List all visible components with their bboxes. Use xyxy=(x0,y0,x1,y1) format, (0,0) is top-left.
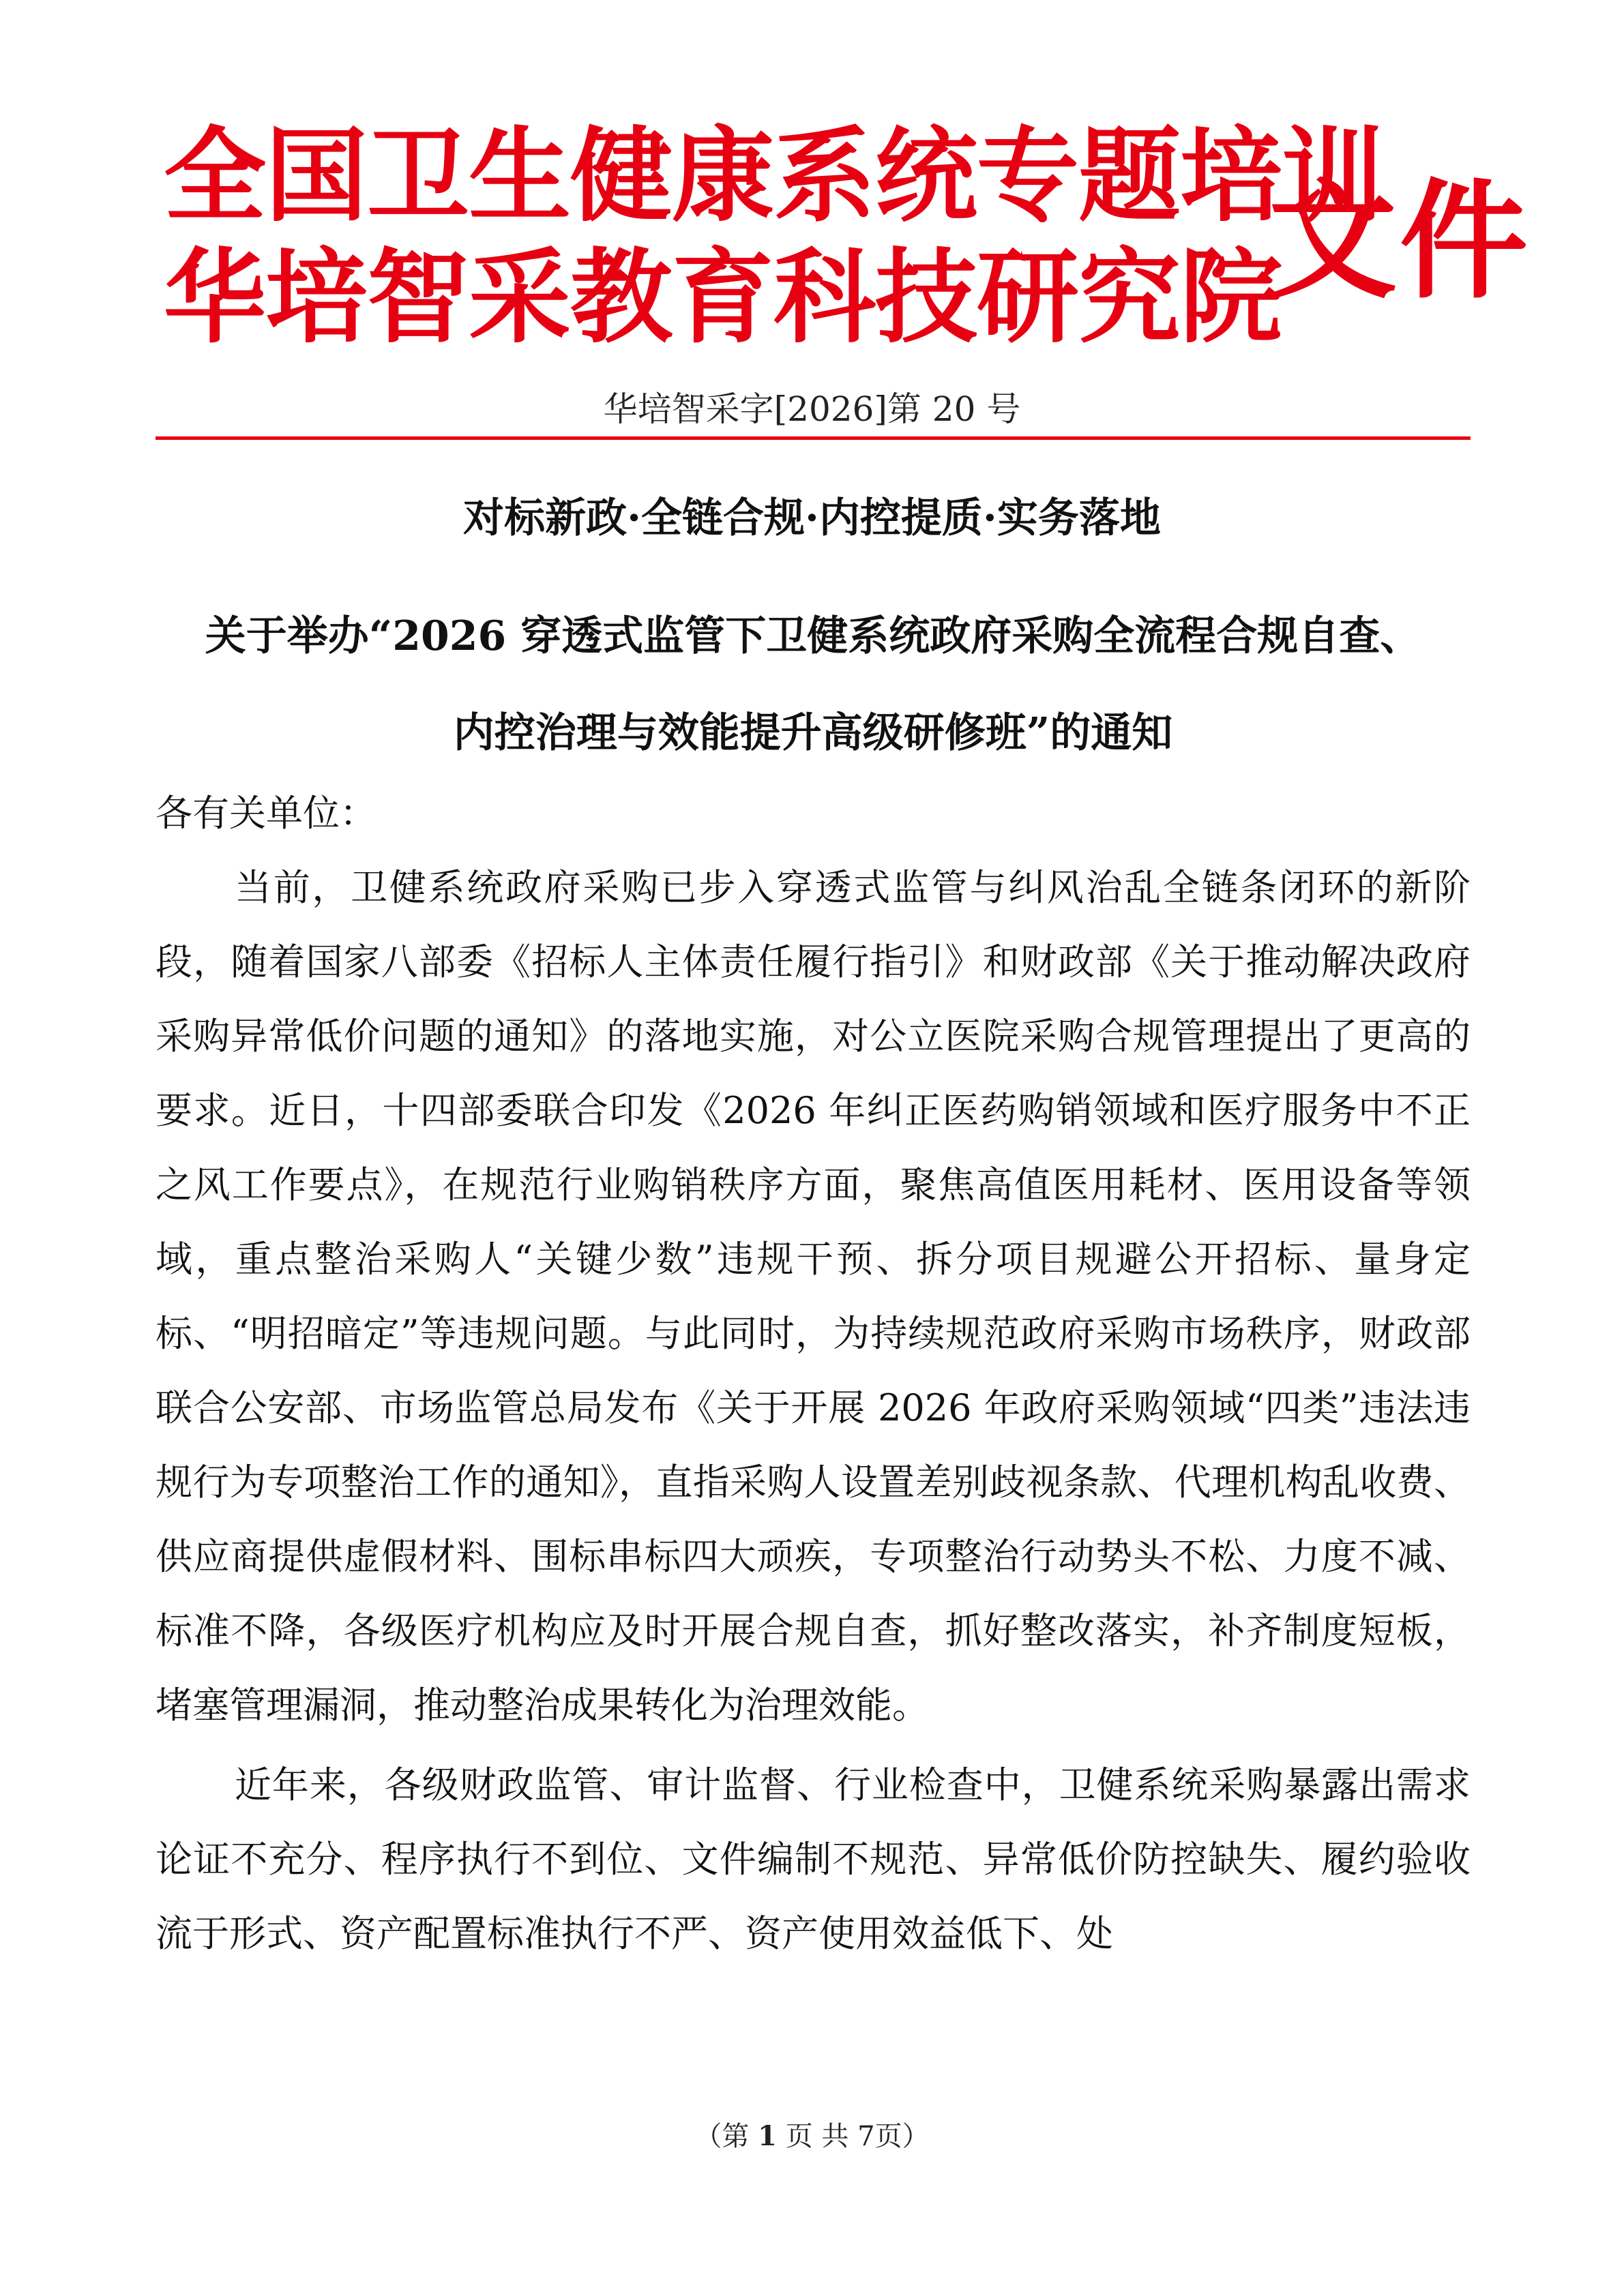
header-divider xyxy=(156,436,1471,440)
document-label: 文件 xyxy=(1269,167,1531,316)
slogan: 对标新政·全链合规·内控提质·实务落地 xyxy=(463,494,1161,542)
org-name-2: 华培智采教育科技研究院 xyxy=(164,239,1282,357)
body-paragraph-1: 当前，卫健系统政府采购已步入穿透式监管与纠风治乱全链条闭环的新阶段，随着国家八部委《招标人主体责任履行指引》和财政部《关于推动解决政府采购异常低价问题的通知》的落地实施，对公立医院采购合规管理提出了更高的要求。近日，十四部委联合印发《2026 年纠正医药购销领域和医疗服务中不正之风工作要点》，在规范行业购销秩序方面，聚焦高值医用耗材、医用设备等领域，重点整治采购人“关键少数”违规干预、拆分项目规避公开招标、量身定标、“明招暗定”等违规问题。与此同时，为持续规范政府采购市场秩序，财政部联合公安部、市场监管总局发布《关于开展 2026 年政府采购领域“四类”违法违规行为专项整治工作的通知》，直指采购人设置差别歧视条款、代理机构乱收费、供应商提供虚假材料、围标串标四大顽疾，专项整治行动势头不松、力度不减、标准不降，各级医疗机构应及时开展合规自查，抓好整改落实，补齐制度短板，堵塞管理漏洞，推动整治成果转化为治理效能。 xyxy=(156,866,1471,1727)
footer-middle: 页 共 xyxy=(785,2121,849,2152)
document-number: 华培智采字[2026]第 20 号 xyxy=(603,389,1021,429)
current-page-number: 1 xyxy=(758,2120,777,2152)
footer-suffix: 页） xyxy=(874,2121,930,2152)
salutation: 各有关单位： xyxy=(156,792,377,835)
notice-title xyxy=(156,588,1471,781)
total-page-count: 7 xyxy=(857,2121,875,2152)
footer-prefix: （第 xyxy=(694,2121,750,2152)
notice-title-line-2: 内控治理与效能提升高级研修班”的通知 xyxy=(453,709,1173,757)
body-paragraph-2: 近年来，各级财政监管、审计监督、行业检查中，卫健系统采购暴露出需求论证不充分、程序执行不到位、文件编制不规范、异常低价防控缺失、履约验收流于形式、资产配置标准执行不严、资产使用效益低下、处 xyxy=(156,1763,1471,1955)
org-name-1: 全国卫生健康系统专题培训 xyxy=(164,117,1384,236)
document-body xyxy=(156,776,1471,1971)
page-footer xyxy=(0,2117,1624,2156)
notice-title-line-1: 关于举办“2026 穿透式监管下卫健系统政府采购全流程合规自查、 xyxy=(205,612,1421,660)
issuing-organizations xyxy=(164,116,1384,359)
